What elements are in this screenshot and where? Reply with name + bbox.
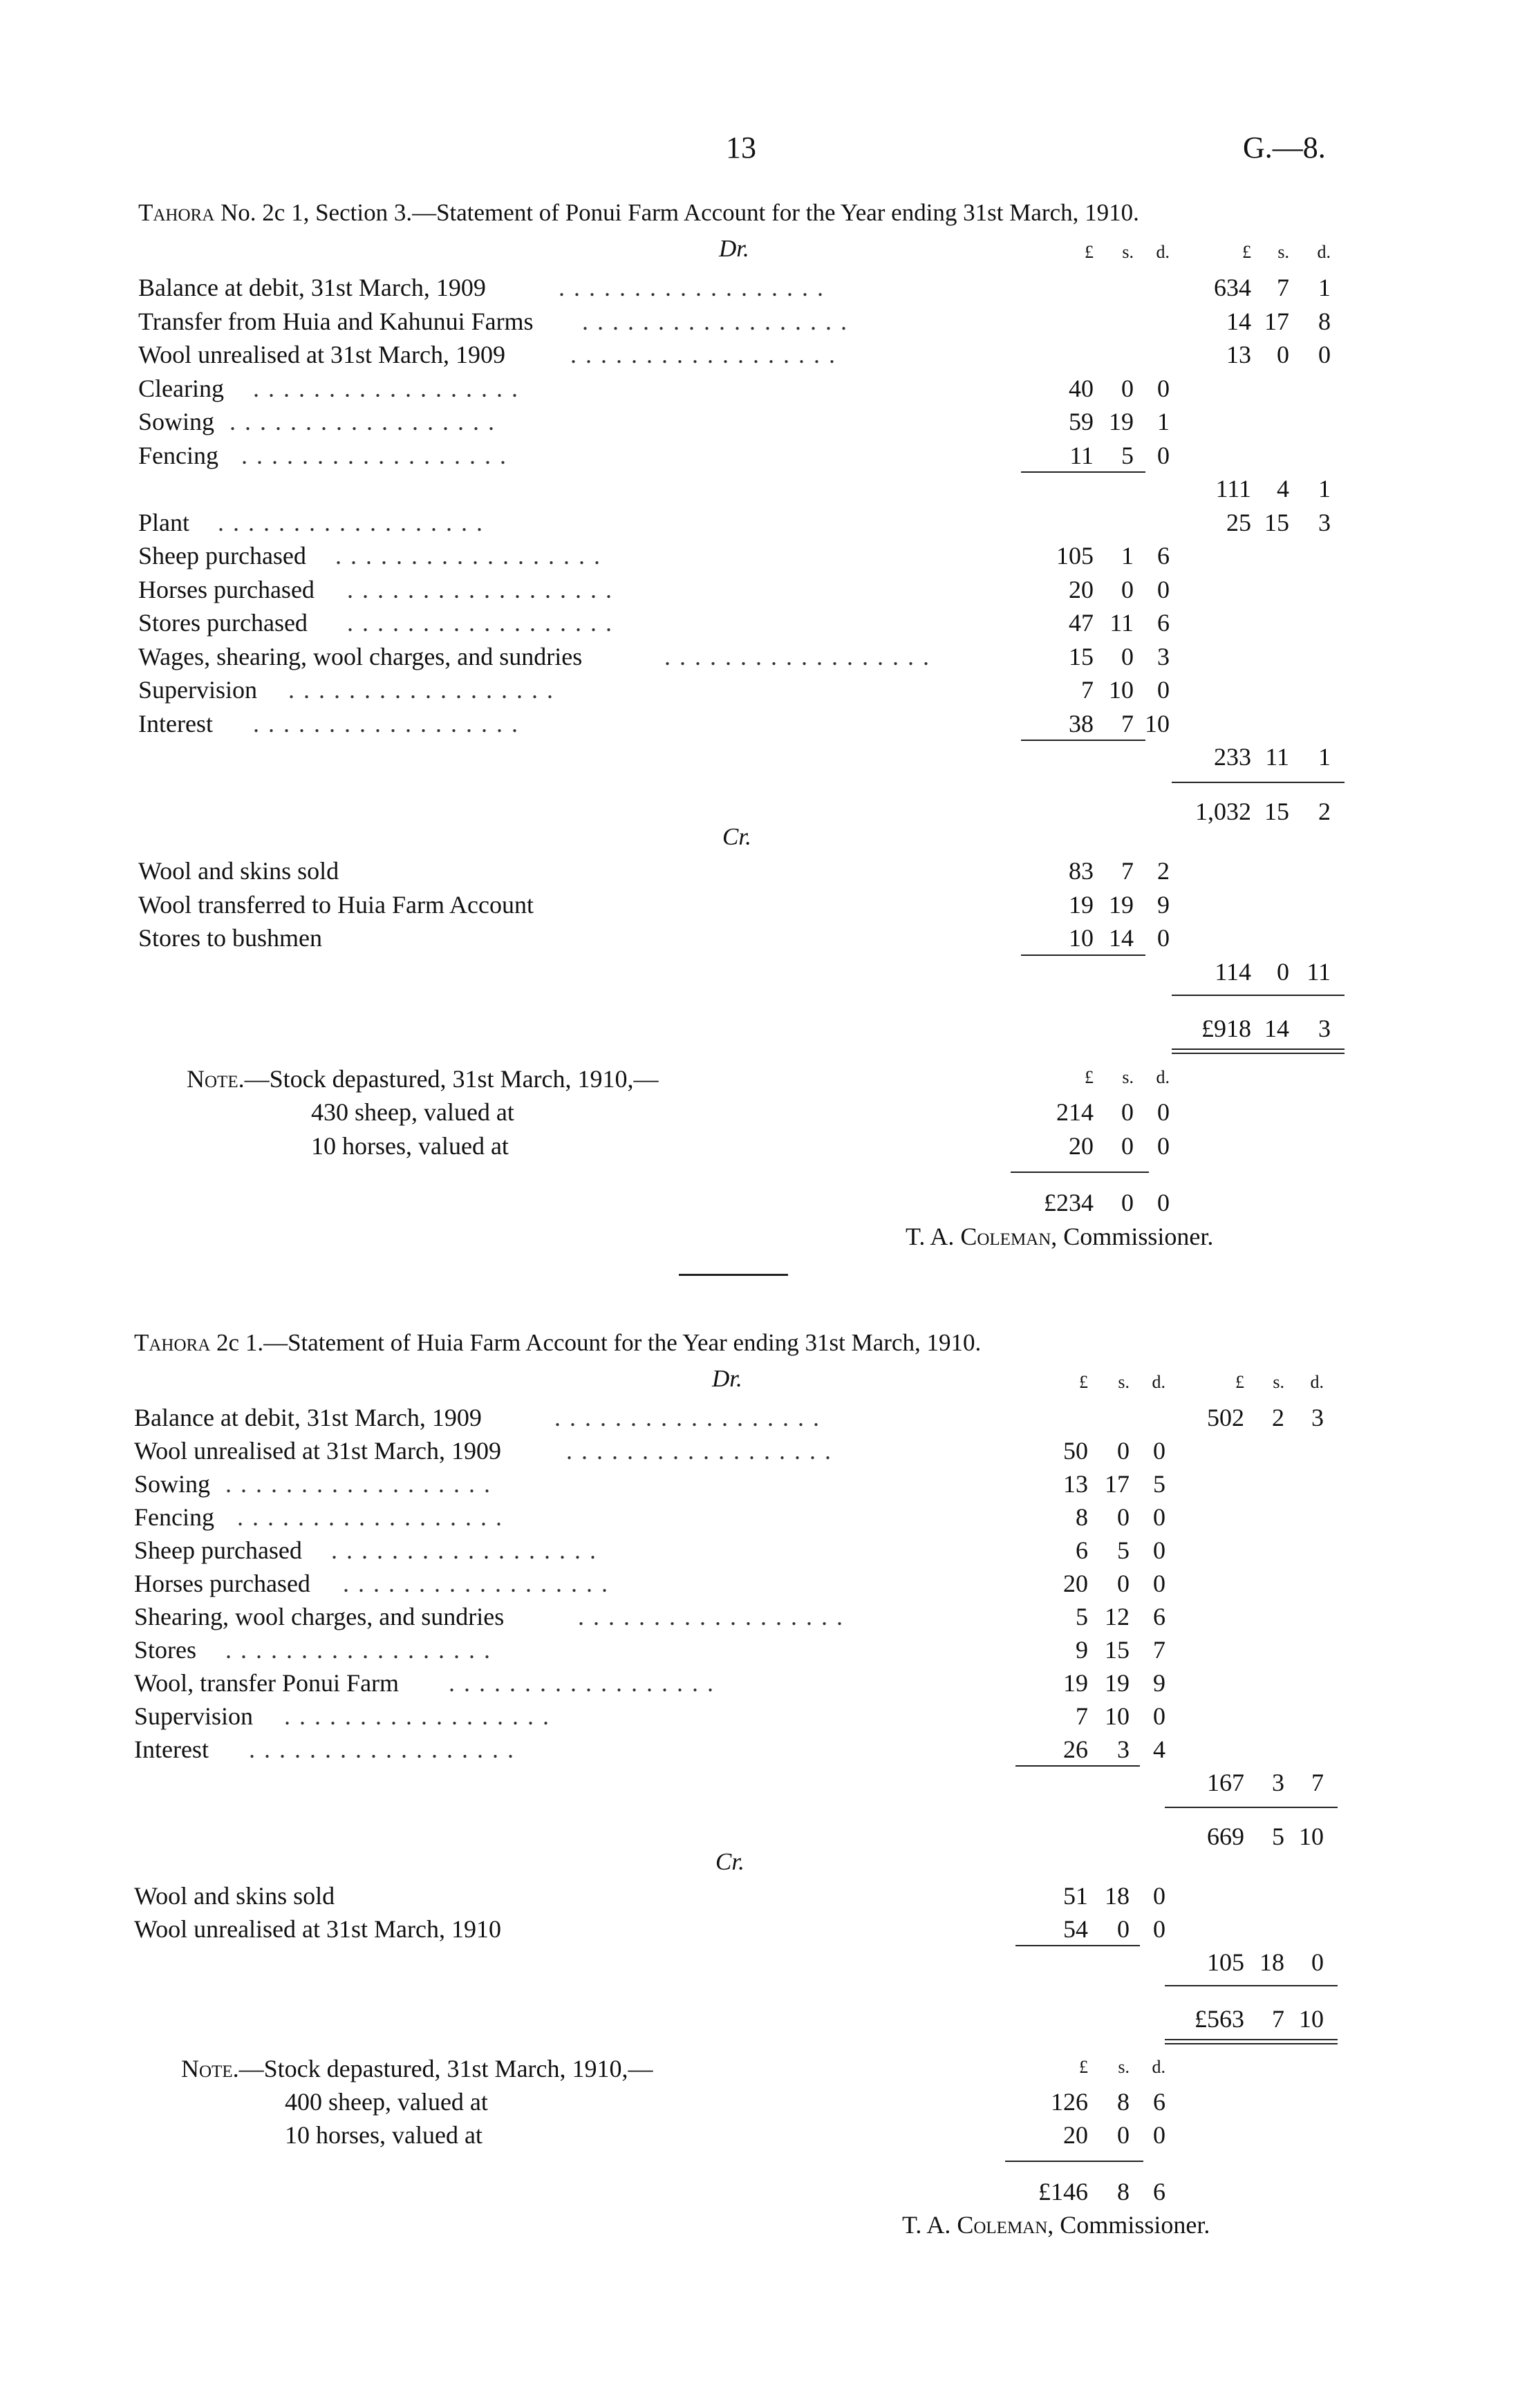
section-title xyxy=(138,199,1139,227)
dr-row xyxy=(0,1469,1527,1503)
leader-dots: . . . . . . . . . . . . . . . . . . xyxy=(582,307,848,335)
outer-value-pounds: 634 xyxy=(1214,274,1251,301)
inner-value-pence: 0 xyxy=(1157,924,1170,952)
dr-row xyxy=(0,1668,1527,1702)
dr-row xyxy=(0,273,1527,306)
leader-dots: . . . . . . . . . . . . . . . . . . xyxy=(578,1603,844,1630)
cr-subtotal-rule xyxy=(1015,1945,1140,1946)
dr-row xyxy=(0,608,1527,641)
note-row xyxy=(0,2087,1527,2120)
row-label: Wool transferred to Huia Farm Account xyxy=(138,890,534,919)
signature-title: , Commissioner. xyxy=(1047,2211,1210,2239)
balance xyxy=(0,2004,1527,2038)
inner-value-shillings: 0 xyxy=(1117,1570,1130,1597)
inner-value-pounds: 7 xyxy=(1076,1702,1088,1730)
outer-value-pence: 8 xyxy=(1318,307,1331,335)
inner-value-pounds: 26 xyxy=(1063,1736,1088,1763)
row-label: Sheep purchased xyxy=(134,1536,302,1564)
cr-subtotal-rule xyxy=(1021,954,1145,956)
outer-value-pounds: 13 xyxy=(1226,341,1251,368)
signature-name: Coleman xyxy=(960,1222,1051,1250)
inner-value-pence: 6 xyxy=(1157,542,1170,570)
signature-initials: T. A. xyxy=(906,1222,961,1250)
signature-title: , Commissioner. xyxy=(1051,1222,1214,1250)
row-label: 10 horses, valued at xyxy=(311,1131,509,1160)
outer-value-pounds: 502 xyxy=(1207,1404,1244,1431)
note-total-value-shillings: 0 xyxy=(1121,1189,1134,1216)
outer-value-pence: 1 xyxy=(1318,274,1331,301)
total-value-pence: 10 xyxy=(1299,1823,1324,1850)
row-label: Horses purchased xyxy=(134,1570,310,1597)
inner-value-pence: 0 xyxy=(1153,1915,1165,1943)
note-col-header-pence: d. xyxy=(1156,1066,1170,1087)
inner-value-pence: 0 xyxy=(1157,374,1170,402)
row-label: Shearing, wool charges, and sundries xyxy=(134,1603,505,1630)
inner-value-pounds: 83 xyxy=(1069,857,1094,885)
inner-value-pence: 5 xyxy=(1153,1470,1165,1498)
signature-initials: T. A. xyxy=(902,2211,957,2239)
outer-col-header-pence: d. xyxy=(1317,242,1331,262)
dr-row xyxy=(0,1503,1527,1536)
section-title xyxy=(134,1329,981,1357)
leader-dots: . . . . . . . . . . . . . . . . . . xyxy=(229,408,496,435)
outer-value-shillings: 15 xyxy=(1264,508,1289,536)
inner-value-shillings: 10 xyxy=(1109,676,1134,704)
leader-dots: . . . . . . . . . . . . . . . . . . xyxy=(253,709,519,737)
outer-value-shillings: 7 xyxy=(1277,274,1289,301)
row-label: 10 horses, valued at xyxy=(285,2121,483,2149)
inner-value-shillings: 3 xyxy=(1117,1736,1130,1763)
cr-heading: Cr. xyxy=(722,823,751,850)
inner-value-pence: 0 xyxy=(1157,441,1170,469)
note-text: —Stock depastured, 31st March, 1910,— xyxy=(238,2055,653,2082)
row-label: Wool unrealised at 31st March, 1909 xyxy=(134,1437,501,1465)
dr-heading: Dr. xyxy=(712,1365,742,1392)
outer-value-shillings: 4 xyxy=(1277,475,1289,502)
inner-value-pounds: 10 xyxy=(1069,924,1094,952)
row-label: Stores xyxy=(134,1636,196,1664)
subtotal-rule xyxy=(1021,740,1145,741)
note-heading xyxy=(181,2054,653,2083)
outer-value-pounds: 167 xyxy=(1207,1769,1244,1796)
balance-value-pence: 3 xyxy=(1318,1015,1331,1042)
leader-dots: . . . . . . . . . . . . . . . . . . xyxy=(249,1736,515,1763)
balance-rule-bottom xyxy=(1165,2039,1338,2044)
inner-value-shillings: 0 xyxy=(1117,1437,1130,1465)
outer-value-shillings: 17 xyxy=(1264,307,1289,335)
inner-value-shillings: 12 xyxy=(1105,1603,1130,1630)
inner-value-shillings: 19 xyxy=(1109,890,1134,919)
dr-row xyxy=(0,307,1527,340)
dr-row xyxy=(0,541,1527,574)
row-label: Wool unrealised at 31st March, 1910 xyxy=(134,1915,501,1943)
inner-col-header-pence: d. xyxy=(1152,1372,1165,1392)
row-label: Sheep purchased xyxy=(138,542,306,570)
inner-value-shillings: 0 xyxy=(1121,374,1134,402)
outer-value-pence: 0 xyxy=(1318,341,1331,368)
inner-value-pounds: 51 xyxy=(1063,1882,1088,1910)
inner-value-pounds: 105 xyxy=(1056,542,1094,570)
page-number: 13 xyxy=(726,131,756,164)
cr-row xyxy=(0,856,1527,890)
note-col-header-pounds: £ xyxy=(1085,1066,1094,1087)
inner-value-shillings: 19 xyxy=(1109,408,1134,435)
dr-row xyxy=(0,508,1527,541)
page-code: G.—8. xyxy=(1243,131,1326,164)
balance-value-pence: 10 xyxy=(1299,2005,1324,2033)
outer-value-shillings: 11 xyxy=(1265,743,1289,771)
outer-value-pence: 11 xyxy=(1306,957,1331,986)
total-value-shillings: 5 xyxy=(1272,1823,1284,1850)
outer-value-shillings: 0 xyxy=(1277,341,1289,368)
inner-value-pence: 0 xyxy=(1153,1437,1165,1465)
leader-dots: . . . . . . . . . . . . . . . . . . xyxy=(335,542,601,570)
note-total-value-pounds: £146 xyxy=(1038,2178,1088,2205)
row-label: Balance at debit, 31st March, 1909 xyxy=(138,274,486,301)
note-value-pence: 0 xyxy=(1157,1098,1170,1126)
inner-value-pounds: 13 xyxy=(1063,1470,1088,1498)
inner-value-pence: 9 xyxy=(1153,1669,1165,1697)
dr-row xyxy=(0,1436,1527,1469)
inner-value-shillings: 11 xyxy=(1109,609,1134,637)
row-label: Wool and skins sold xyxy=(134,1882,335,1910)
dr-row xyxy=(0,474,1527,507)
outer-value-pounds: 14 xyxy=(1226,307,1251,335)
inner-value-pounds: 19 xyxy=(1063,1669,1088,1697)
outer-value-pounds: 25 xyxy=(1226,508,1251,536)
inner-value-pence: 4 xyxy=(1153,1736,1165,1763)
note-value-pounds: 126 xyxy=(1051,2088,1088,2116)
inner-value-shillings: 7 xyxy=(1121,857,1134,885)
leader-dots: . . . . . . . . . . . . . . . . . . xyxy=(559,274,825,301)
inner-value-pence: 0 xyxy=(1153,1503,1165,1531)
dr-row xyxy=(0,742,1527,775)
note-row xyxy=(0,1131,1527,1165)
leader-dots: . . . . . . . . . . . . . . . . . . xyxy=(664,642,930,670)
note-row xyxy=(0,2120,1527,2154)
note-value-pounds: 20 xyxy=(1063,2121,1088,2149)
inner-value-pounds: 7 xyxy=(1081,676,1094,704)
section-separator xyxy=(679,1274,788,1276)
row-label: Wool unrealised at 31st March, 1909 xyxy=(138,341,505,368)
dr-row xyxy=(0,575,1527,608)
dr-row xyxy=(0,1702,1527,1735)
note-total-value-pence: 6 xyxy=(1153,2178,1165,2205)
inner-col-header-pounds: £ xyxy=(1085,242,1094,262)
outer-value-pence: 3 xyxy=(1311,1404,1324,1431)
leader-dots: . . . . . . . . . . . . . . . . . . xyxy=(288,676,554,704)
balance-value-pounds: £563 xyxy=(1195,2005,1244,2033)
outer-value-shillings: 3 xyxy=(1272,1769,1284,1796)
total-rule-top xyxy=(1165,1807,1338,1808)
cr-row xyxy=(0,1915,1527,1948)
row-label: Fencing xyxy=(138,441,218,469)
note-total-value-shillings: 8 xyxy=(1117,2178,1130,2205)
inner-col-header-shillings: s. xyxy=(1118,1372,1130,1392)
note-total-rule xyxy=(1005,2161,1143,2162)
note-value-pounds: 214 xyxy=(1056,1098,1094,1126)
dr-row xyxy=(0,709,1527,742)
inner-value-shillings: 7 xyxy=(1121,709,1134,737)
outer-value-pence: 0 xyxy=(1311,1948,1324,1976)
total-value-pounds: 1,032 xyxy=(1195,797,1251,825)
row-label: Balance at debit, 31st March, 1909 xyxy=(134,1404,482,1431)
outer-value-pounds: 114 xyxy=(1215,957,1251,986)
inner-value-pounds: 20 xyxy=(1069,575,1094,603)
leader-dots: . . . . . . . . . . . . . . . . . . xyxy=(566,1437,832,1465)
leader-dots: . . . . . . . . . . . . . . . . . . xyxy=(343,1570,609,1597)
signature xyxy=(906,1222,1213,1251)
cr-subtotal xyxy=(0,957,1527,990)
title-text: 2c 1.—Statement of Huia Farm Account for the Year ending 31st March, 1910. xyxy=(210,1329,982,1356)
dr-row xyxy=(0,1602,1527,1635)
inner-value-pence: 1 xyxy=(1157,408,1170,435)
inner-value-shillings: 14 xyxy=(1109,924,1134,952)
inner-col-header-pence: d. xyxy=(1156,242,1170,262)
signature-name: Coleman xyxy=(957,2211,1048,2239)
row-label: Supervision xyxy=(138,676,258,704)
inner-value-pounds: 20 xyxy=(1063,1570,1088,1597)
dr-row xyxy=(0,441,1527,474)
inner-value-pence: 6 xyxy=(1153,1603,1165,1630)
cr-row xyxy=(0,890,1527,923)
title-text: No. 2c 1, Section 3.—Statement of Ponui Farm Account for the Year ending 31st March, 1910. xyxy=(214,199,1139,226)
inner-value-pounds: 59 xyxy=(1069,408,1094,435)
note-text: —Stock depastured, 31st March, 1910,— xyxy=(244,1064,659,1093)
inner-value-shillings: 5 xyxy=(1121,441,1134,469)
outer-col-header-pounds: £ xyxy=(1235,1372,1244,1392)
outer-value-pounds: 105 xyxy=(1207,1948,1244,1976)
balance-value-shillings: 14 xyxy=(1264,1015,1289,1042)
inner-value-shillings: 1 xyxy=(1121,542,1134,570)
balance-value-pounds: £918 xyxy=(1201,1015,1251,1042)
inner-value-pence: 0 xyxy=(1157,676,1170,704)
dr-total xyxy=(0,797,1527,830)
balance-rule-bottom xyxy=(1172,1048,1345,1054)
dr-total xyxy=(0,1822,1527,1855)
inner-value-pounds: 15 xyxy=(1069,642,1094,670)
inner-value-shillings: 5 xyxy=(1117,1536,1130,1564)
note-value-shillings: 0 xyxy=(1121,1098,1134,1126)
note-total xyxy=(0,1188,1527,1221)
row-label: Plant xyxy=(138,508,190,536)
outer-value-pence: 7 xyxy=(1311,1769,1324,1796)
cr-row xyxy=(0,1881,1527,1915)
row-label: Horses purchased xyxy=(138,575,315,603)
dr-heading: Dr. xyxy=(719,235,749,262)
inner-value-pence: 0 xyxy=(1153,1882,1165,1910)
row-label: Fencing xyxy=(134,1503,214,1531)
inner-value-pounds: 6 xyxy=(1076,1536,1088,1564)
note-value-shillings: 0 xyxy=(1117,2121,1130,2149)
row-label: Stores to bushmen xyxy=(138,924,322,952)
note-col-header-pence: d. xyxy=(1152,2057,1165,2077)
inner-value-pence: 9 xyxy=(1157,890,1170,919)
balance-value-shillings: 7 xyxy=(1272,2005,1284,2033)
inner-value-pounds: 38 xyxy=(1069,709,1094,737)
leader-dots: . . . . . . . . . . . . . . . . . . xyxy=(347,575,613,603)
total-value-pounds: 669 xyxy=(1207,1823,1244,1850)
total-rule-top xyxy=(1172,782,1345,783)
inner-value-shillings: 0 xyxy=(1121,642,1134,670)
leader-dots: . . . . . . . . . . . . . . . . . . xyxy=(284,1702,550,1730)
row-label: 430 sheep, valued at xyxy=(311,1098,514,1126)
dr-row xyxy=(0,1569,1527,1602)
leader-dots: . . . . . . . . . . . . . . . . . . xyxy=(331,1536,597,1564)
outer-col-header-pounds: £ xyxy=(1242,242,1251,262)
note-row xyxy=(0,1098,1527,1131)
inner-value-shillings: 0 xyxy=(1117,1503,1130,1531)
leader-dots: . . . . . . . . . . . . . . . . . . xyxy=(225,1470,491,1498)
outer-value-shillings: 0 xyxy=(1277,957,1289,986)
dr-row xyxy=(0,675,1527,708)
note-value-pence: 6 xyxy=(1153,2088,1165,2116)
inner-value-pounds: 40 xyxy=(1069,374,1094,402)
outer-value-shillings: 2 xyxy=(1272,1404,1284,1431)
outer-value-pounds: 111 xyxy=(1215,475,1251,502)
dr-row xyxy=(0,374,1527,407)
dr-row xyxy=(0,1735,1527,1768)
leader-dots: . . . . . . . . . . . . . . . . . . xyxy=(241,441,507,469)
inner-value-shillings: 17 xyxy=(1105,1470,1130,1498)
row-label: Sowing xyxy=(134,1470,211,1498)
inner-value-pence: 10 xyxy=(1145,709,1170,737)
inner-value-pence: 0 xyxy=(1153,1536,1165,1564)
row-label: Interest xyxy=(138,709,213,737)
inner-value-pence: 3 xyxy=(1157,642,1170,670)
inner-value-pounds: 54 xyxy=(1063,1915,1088,1943)
outer-col-header-shillings: s. xyxy=(1277,242,1289,262)
note-total xyxy=(0,2177,1527,2210)
outer-value-pence: 3 xyxy=(1318,508,1331,536)
note-value-pence: 0 xyxy=(1157,1131,1170,1160)
outer-col-header-shillings: s. xyxy=(1273,1372,1284,1392)
inner-value-pounds: 8 xyxy=(1076,1503,1088,1531)
balance xyxy=(0,1014,1527,1047)
outer-col-header-pence: d. xyxy=(1310,1372,1324,1392)
row-label: Interest xyxy=(134,1736,209,1763)
note-heading xyxy=(187,1064,659,1093)
note-total-value-pounds: £234 xyxy=(1044,1189,1094,1216)
row-label: Sowing xyxy=(138,408,215,435)
inner-col-header-shillings: s. xyxy=(1122,242,1134,262)
inner-value-shillings: 15 xyxy=(1105,1636,1130,1664)
row-label: Wool, transfer Ponui Farm xyxy=(134,1669,400,1697)
leader-dots: . . . . . . . . . . . . . . . . . . xyxy=(253,374,519,402)
note-total-rule xyxy=(1011,1172,1149,1173)
inner-value-pence: 7 xyxy=(1153,1636,1165,1664)
inner-value-pence: 2 xyxy=(1157,857,1170,885)
note-col-header-pounds: £ xyxy=(1079,2057,1088,2077)
inner-value-pence: 0 xyxy=(1153,1702,1165,1730)
leader-dots: . . . . . . . . . . . . . . . . . . xyxy=(554,1404,821,1431)
note-prefix: Note. xyxy=(181,2055,239,2082)
inner-value-pounds: 5 xyxy=(1076,1603,1088,1630)
note-total-value-pence: 0 xyxy=(1157,1189,1170,1216)
dr-row xyxy=(0,407,1527,440)
signature xyxy=(902,2210,1210,2239)
note-col-header-shillings: s. xyxy=(1122,1066,1134,1087)
inner-value-pounds: 19 xyxy=(1069,890,1094,919)
row-label: Wool and skins sold xyxy=(138,857,339,885)
inner-value-shillings: 0 xyxy=(1121,575,1134,603)
note-value-shillings: 8 xyxy=(1117,2088,1130,2116)
row-label: Wages, shearing, wool charges, and sundries xyxy=(138,642,583,670)
balance-rule-top xyxy=(1165,1985,1338,1986)
outer-value-pounds: 233 xyxy=(1214,743,1251,771)
balance-rule-top xyxy=(1172,995,1345,996)
inner-value-pounds: 9 xyxy=(1076,1636,1088,1664)
dr-row xyxy=(0,642,1527,675)
inner-value-pence: 6 xyxy=(1157,609,1170,637)
cr-subtotal xyxy=(0,1948,1527,1981)
total-value-pence: 2 xyxy=(1318,797,1331,825)
inner-value-pounds: 47 xyxy=(1069,609,1094,637)
inner-value-shillings: 19 xyxy=(1105,1669,1130,1697)
row-label: Clearing xyxy=(138,374,224,402)
cr-heading: Cr. xyxy=(715,1848,744,1875)
note-value-shillings: 0 xyxy=(1121,1131,1134,1160)
dr-row xyxy=(0,1536,1527,1569)
title-prefix: Tahora xyxy=(138,199,215,226)
row-label: Supervision xyxy=(134,1702,254,1730)
subtotal-rule xyxy=(1015,1765,1140,1767)
row-label: Transfer from Huia and Kahunui Farms xyxy=(138,307,534,335)
cr-row xyxy=(0,923,1527,957)
inner-value-shillings: 18 xyxy=(1105,1882,1130,1910)
leader-dots: . . . . . . . . . . . . . . . . . . xyxy=(218,508,484,536)
dr-row xyxy=(0,1403,1527,1436)
note-value-pounds: 20 xyxy=(1069,1131,1094,1160)
note-col-header-shillings: s. xyxy=(1118,2057,1130,2077)
leader-dots: . . . . . . . . . . . . . . . . . . xyxy=(347,609,613,637)
inner-value-pounds: 11 xyxy=(1069,441,1094,469)
dr-row xyxy=(0,1768,1527,1801)
inner-value-pounds: 50 xyxy=(1063,1437,1088,1465)
inner-value-pence: 0 xyxy=(1153,1570,1165,1597)
note-value-pence: 0 xyxy=(1153,2121,1165,2149)
inner-value-shillings: 10 xyxy=(1105,1702,1130,1730)
outer-value-shillings: 18 xyxy=(1259,1948,1284,1976)
inner-value-shillings: 0 xyxy=(1117,1915,1130,1943)
outer-value-pence: 1 xyxy=(1318,743,1331,771)
dr-row xyxy=(0,1635,1527,1668)
inner-value-pence: 0 xyxy=(1157,575,1170,603)
leader-dots: . . . . . . . . . . . . . . . . . . xyxy=(449,1669,715,1697)
row-label: 400 sheep, valued at xyxy=(285,2088,488,2116)
leader-dots: . . . . . . . . . . . . . . . . . . xyxy=(225,1636,491,1664)
note-prefix: Note. xyxy=(187,1064,245,1093)
inner-col-header-pounds: £ xyxy=(1079,1372,1088,1392)
row-label: Stores purchased xyxy=(138,609,308,637)
subtotal-rule xyxy=(1021,471,1145,473)
leader-dots: . . . . . . . . . . . . . . . . . . xyxy=(570,341,836,368)
leader-dots: . . . . . . . . . . . . . . . . . . xyxy=(237,1503,503,1531)
dr-row xyxy=(0,340,1527,373)
outer-value-pence: 1 xyxy=(1318,475,1331,502)
title-prefix: Tahora xyxy=(134,1329,211,1356)
total-value-shillings: 15 xyxy=(1264,797,1289,825)
